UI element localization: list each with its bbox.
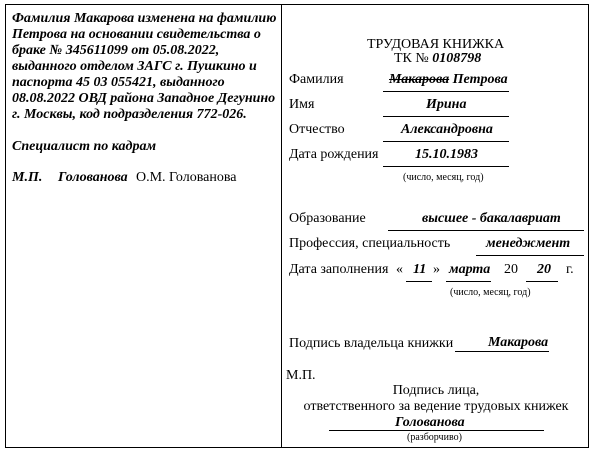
profession-label: Профессия, специальность <box>289 236 451 251</box>
fill-hint: (число, месяц, год) <box>450 287 531 298</box>
specialist-name: О.М. Голованова <box>136 170 237 185</box>
fill-quote-open: « <box>396 262 403 277</box>
patronymic-underline <box>383 141 509 142</box>
patronymic-label: Отчество <box>289 122 345 137</box>
fill-quote-close: » <box>433 262 440 277</box>
patronymic-value: Александровна <box>401 122 493 137</box>
stamp-mark: М.П. <box>286 368 316 383</box>
profession-underline <box>476 255 584 256</box>
responsible-caption-line1: Подпись лица, <box>392 383 480 398</box>
owner-signature-label: Подпись владельца книжки <box>289 336 454 351</box>
column-divider <box>281 4 282 448</box>
note-line: г. Москвы, код подразделения 772-026. <box>12 107 247 122</box>
fill-month: марта <box>449 262 491 277</box>
education-value: высшее - бакалавриат <box>422 211 561 226</box>
fill-year-underline <box>526 281 558 282</box>
birth-label: Дата рождения <box>289 147 379 162</box>
note-line: браке № 345611099 от 05.08.2022, <box>12 43 220 58</box>
birth-value: 15.10.1983 <box>415 147 478 162</box>
surname-old: Макарова <box>389 72 450 87</box>
stamp-mark: М.П. <box>12 170 43 185</box>
responsible-signature: Голованова <box>395 415 465 430</box>
fill-year-suffix: г. <box>566 262 574 277</box>
birth-underline <box>383 166 509 167</box>
name-value: Ирина <box>426 97 467 112</box>
surname-label: Фамилия <box>289 72 344 87</box>
owner-signature-underline <box>455 351 549 352</box>
owner-signature-value: Макарова <box>488 335 549 350</box>
document-number <box>394 51 481 67</box>
document-title: ТРУДОВАЯ КНИЖКА <box>367 37 505 52</box>
fill-year: 20 <box>537 262 551 277</box>
note-line: Петрова на основании свидетельства о <box>12 27 261 42</box>
profession-value: менеджмент <box>486 236 571 251</box>
fill-day-underline <box>406 281 432 282</box>
responsible-caption-line2: ответственного за ведение трудовых книжек <box>303 399 569 414</box>
surname-underline <box>383 91 509 92</box>
specialist-title: Специалист по кадрам <box>12 139 157 154</box>
note-line: Фамилия Макарова изменена на фамилию <box>12 11 277 26</box>
surname-value <box>389 72 508 88</box>
fill-month-underline <box>446 281 491 282</box>
fill-century: 20 <box>504 262 518 277</box>
surname-new: Петрова <box>452 72 508 87</box>
education-underline <box>388 230 584 231</box>
birth-hint: (число, месяц, год) <box>403 172 484 183</box>
note-line: выданного отделом ЗАГС г. Пушкино и <box>12 59 257 74</box>
number-value: 0108798 <box>432 51 482 66</box>
specialist-signature: Голованова <box>58 170 128 185</box>
fill-date-label: Дата заполнения <box>289 262 389 277</box>
responsible-hint: (разборчиво) <box>407 432 462 443</box>
note-line: 08.08.2022 ОВД района Западное Дегунино <box>12 91 276 106</box>
responsible-underline <box>329 430 544 431</box>
note-line: паспорта 45 03 055421, выданного <box>12 75 225 90</box>
number-prefix: ТК № <box>394 51 429 66</box>
name-label: Имя <box>289 97 315 112</box>
education-label: Образование <box>289 211 366 226</box>
fill-day: 11 <box>413 262 427 277</box>
name-underline <box>383 116 509 117</box>
